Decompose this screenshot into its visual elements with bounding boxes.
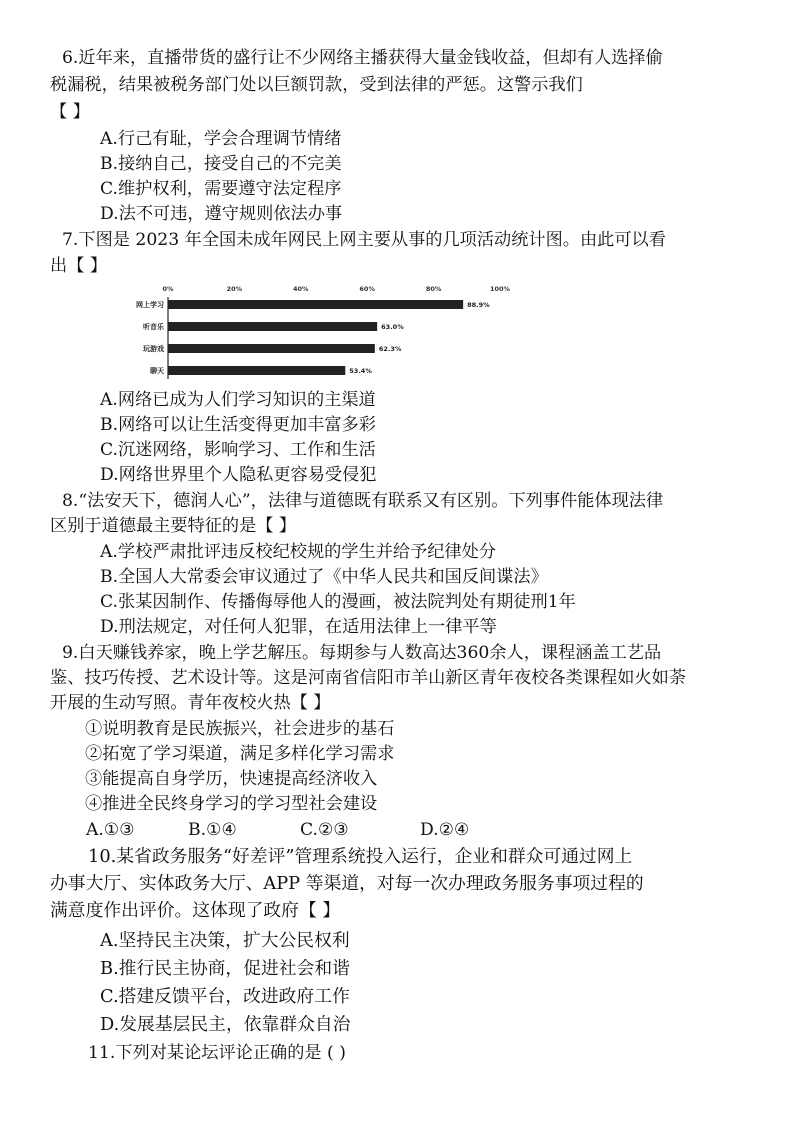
x-tick-label: 40% [293,285,309,293]
q11-stem-line1: 11.下列对某论坛评论正确的是 ( ) [88,1043,346,1063]
q7-stem-line2: 出【 】 [50,256,108,276]
q6-option-c: C.维护权利，需要遵守法定程序 [100,179,342,199]
q6-option-a: A.行己有耻，学会合理调节情绪 [100,129,342,149]
q9-stem-line3: 开展的生动写照。青年夜校火热【 】 [50,693,331,713]
q6-option-d: D.法不可违，遵守规则依法办事 [100,204,343,224]
q9-statement-1: ①说明教育是民族振兴，社会进步的基石 [85,719,395,739]
q10-stem-line3: 满意度作出评价。这体现了政府【 】 [50,900,341,921]
x-tick-label: 20% [226,285,243,293]
bar-2 [168,322,377,331]
q9-statement-4: ④推进全民终身学习的学习型社会建设 [85,794,378,814]
q9-option-c: C.②③ [300,820,349,840]
q10-option-b: B.推行民主协商，促进社会和谐 [100,958,350,979]
q6-stem-line2: 税漏税，结果被税务部门处以巨额罚款，受到法律的严惩。这警示我们 [50,75,583,95]
q6-option-b: B.接纳自己，接受自己的不完美 [100,154,342,174]
category-label: 听音乐 [143,323,164,331]
bar-4 [168,366,345,375]
q10-option-d: D.发展基层民主，依靠群众自治 [100,1014,351,1035]
q8-option-b: B.全国人大常委会审议通过了《中华人民共和国反间谍法》 [100,567,548,587]
data-label: 88.9% [467,301,490,309]
q10-option-a: A.坚持民主决策，扩大公民权利 [100,930,350,951]
q6-answer-bracket: 【 】 [50,102,90,122]
q8-stem-line2: 区别于道德最主要特征的是【 】 [50,516,297,536]
q10-stem-line1: 10.某省政务服务“好差评”管理系统投入运行，企业和群众可通过网上 [88,846,633,867]
bar-3 [168,344,375,353]
q7-option-c: C.沉迷网络，影响学习、工作和生活 [100,440,376,460]
q7-option-b: B.网络可以让生活变得更加丰富多彩 [100,415,376,435]
q9-statement-2: ②拓宽了学习渠道，满足多样化学习需求 [85,744,395,764]
x-tick-label: 100% [489,285,511,293]
data-label: 63.0% [381,323,404,331]
data-label: 53.4% [349,367,372,375]
data-label: 62.3% [378,345,402,353]
q9-stem-line1: 9.白天赚钱养家，晚上学艺解压。每期参与人数高达360余人，课程涵盖工艺品 [62,643,662,663]
q8-option-a: A.学校严肃批评违反校纪校规的学生并给予纪律处分 [100,542,497,562]
q9-stem-line2: 鉴、技巧传授、艺术设计等。这是河南省信阳市羊山新区青年夜校各类课程如火如荼 [50,668,686,688]
q8-option-d: D.刑法规定，对任何人犯罪，在适用法律上一律平等 [100,617,497,637]
q6-stem-line1: 6.近年来，直播带货的盛行让不少网络主播获得大量金钱收益，但却有人选择偷 [62,48,663,68]
q9-option-a: A.①③ [86,820,135,840]
q7-stem-line1: 7.下图是 2023 年全国未成年网民上网主要从事的几项活动统计图。由此可以看 [62,230,666,250]
x-tick-label: 80% [425,285,442,293]
q8-option-c: C.张某因制作、传播侮辱他人的漫画，被法院判处有期徒刑1年 [100,592,576,612]
x-tick-label: 0% [162,285,174,293]
q7-option-a: A.网络已成为人们学习知识的主渠道 [100,390,376,410]
activity-bar-chart [108,283,528,383]
bar-1 [168,300,463,309]
q7-option-d: D.网络世界里个人隐私更容易受侵犯 [100,465,377,485]
q10-option-c: C.搭建反馈平台，改进政府工作 [100,986,350,1007]
q9-option-d: D.②④ [420,820,470,840]
q9-statement-3: ③能提高自身学历，快速提高经济收入 [85,769,378,789]
category-label: 聊天 [150,367,164,375]
q10-stem-line2: 办事大厅、实体政务大厅、APP 等渠道，对每一次办理政务服务事项过程的 [50,873,644,894]
q9-option-b: B.①④ [188,820,237,840]
category-label: 网上学习 [136,301,164,309]
category-label: 玩游戏 [143,345,164,353]
x-tick-label: 60% [359,285,375,293]
q8-stem-line1: 8.“法安天下，德润人心”，法律与道德既有联系又有区别。下列事件能体现法律 [62,491,664,511]
